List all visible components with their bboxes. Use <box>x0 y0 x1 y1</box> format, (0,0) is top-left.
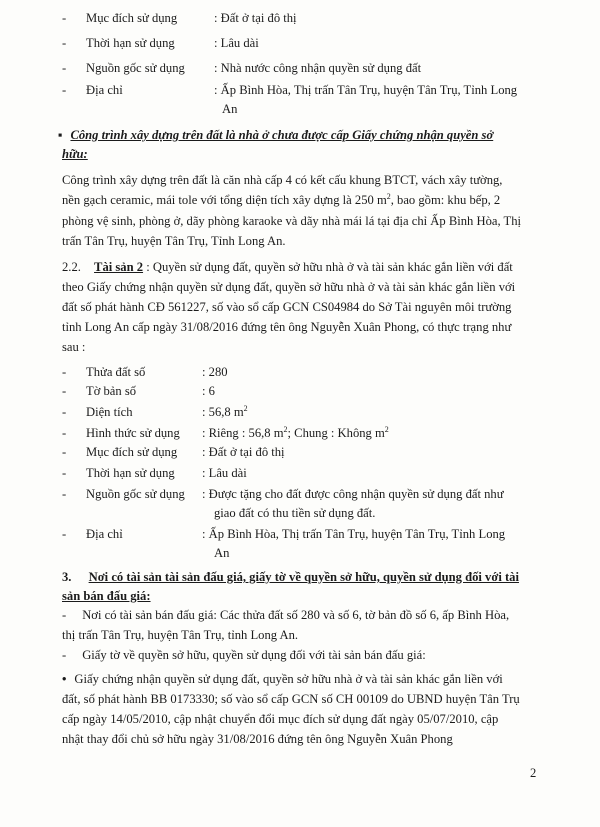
section-heading: ▪ Công trình xây dựng trên đất là nhà ở chưa được cấp Giấy chứng nhận quyền sở <box>58 128 494 142</box>
property-value: : Ấp Bình Hòa, Thị trấn Tân Trụ, huyện Tân Trụ, Tỉnh Long <box>214 83 518 97</box>
property-label: Mục đích sử dụng <box>86 11 178 25</box>
paragraph-line: nhật thay đổi chủ sở hữu ngày 31/08/2016 đứng tên ông Nguyễn Xuân Phong <box>62 732 453 746</box>
paragraph-line: sau : <box>62 340 86 354</box>
paragraph-line: phòng vệ sinh, phòng ở, dãy phòng karaoke và dãy nhà mái lá tại địa chỉ Ấp Bình Hòa, Thị <box>62 214 522 228</box>
paragraph-line: Công trình xây dựng trên đất là căn nhà cấp 4 có kết cấu khung BTCT, vách xây tường, <box>62 173 503 187</box>
paragraph-line: - Nơi có tài sản bán đấu giá: Các thửa đất số 280 và số 6, tờ bản đồ số 6, ấp Bình Hòa, <box>62 608 510 622</box>
paragraph-line: tỉnh Long An cấp ngày 31/08/2016 đứng tên ông Nguyễn Xuân Phong, có thực trạng như <box>62 320 512 334</box>
document-page: - Mục đích sử dụng : Đất ở tại đô thị - Thời hạn sử dụng : Lâu dài - Nguồn gốc sử dụng : Nhà nước công nhận quyền sử dụng đất - Địa chỉ : Ấp Bình Hòa, Thị trấn Tân Trụ, huyện Tân Trụ, Tỉnh Long An ▪ Công trình xây dựng trên đất là nhà ở chưa được cấp Giấy chứng nhận quyền sở hữu: Công trình xây dựng trên đất là căn nhà cấp 4 có kết cấu khung BTCT, vách xây tường, nền gạch ceramic, mái tole với tổng diện tích xây dựng là 250 $m^2$, bao gồm: khu bếp, 2 phòng vệ sinh, phòng ở, dãy phòng karaoke và dãy nhà mái lá tại địa chỉ Ấp Bình Hòa, Thị trấn Tân Trụ, huyện Tân Trụ, Tỉnh Long An. 2.2. Tài sản 2 : Quyền sử dụng đất, quyền sở hữu nhà ở và tài sản khác gắn liền với đất theo Giấy chứng nhận quyền sử dụng đất, quyền sở hữu nhà ở và tài sản khác gắn liền với đất số phát hành CĐ 561227, số vào sổ cấp GCN CS04984 do Sở Tài nguyên môi trường tỉnh Long An cấp ngày 31/08/2016 đứng tên ông Nguyễn Xuân Phong, có thực trạng như sau : - Thửa đất số : 280 - Tờ bản số : 6 - Diện tích : 56,8 $m^2$ - Hình thức sử dụng : Riêng : 56,8 $m^2$; Chung : Không $m^2$ - Mục đích sử dụng : Đất ở tại đô thị - Thời hạn sử dụng : Lâu dài - Nguồn gốc sử dụng : Được tặng cho đất được công nhận quyền sử dụng đất như giao đất có thu tiền sử dụng đất. - Địa chỉ : Ấp Bình Hòa, Thị trấn Tân Trụ, huyện Tân Trụ, Tỉnh Long An 3. Nơi có tài sản tài sản đấu giá, giấy tờ về quyền sở hữu, quyền sử dụng đối với tài sản bán đấu giá: - Nơi có tài sản bán đấu giá: Các thửa đất số 280 và số 6, tờ bản đồ số 6, ấp Bình Hòa, thị trấn Tân Trụ, huyện Tân Trụ, tỉnh Long An. - Giấy tờ về quyền sở hữu, quyền sử dụng đối với tài sản bán đấu giá: • Giấy chứng nhận quyền sử dụng đất, quyền sở hữu nhà ở và tài sản khác gắn liền với đất, số phát hành BB 0173330; số vào sổ cấp GCN số CH 00109 do UBND huyện Tân Trụ cấp ngày 14/05/2010, cập nhật chuyển đổi mục đích sử dụng đất ngày 05/07/2010, cập nhật thay đổi chủ sở hữu ngày 31/08/2016 đứng tên ông Nguyễn Xuân Phong 2 <box>0 0 600 827</box>
property-label: Nguồn gốc sử dụng <box>86 61 185 75</box>
property-label: Thời hạn sử dụng <box>86 36 175 50</box>
paragraph-line: cấp ngày 14/05/2010, cập nhật chuyển đổi mục đích sử dụng đất ngày 05/07/2010, cập <box>62 712 499 726</box>
section-heading-cont: hữu: <box>62 147 88 161</box>
paragraph-line: - Giấy tờ về quyền sở hữu, quyền sử dụng đối với tài sản bán đấu giá: <box>62 648 426 662</box>
paragraph-line: thị trấn Tân Trụ, huyện Tân Trụ, tỉnh Long An. <box>62 628 299 642</box>
paragraph-line: trấn Tân Trụ, huyện Tân Trụ, Tỉnh Long An. <box>62 234 286 248</box>
section-title: Tài sản 2 <box>94 260 144 274</box>
bullet-icon: ▪ <box>58 128 63 142</box>
property-value: : Lâu dài <box>214 36 259 50</box>
paragraph-line: đất, số phát hành BB 0173330; số vào sổ cấp GCN số CH 00109 do UBND huyện Tân Trụ <box>62 692 520 706</box>
property-value-cont: An <box>222 102 238 116</box>
property-value: : Nhà nước công nhận quyền sử dụng đất <box>214 61 422 75</box>
property-label: Địa chỉ <box>86 83 123 97</box>
property-value: : Đất ở tại đô thị <box>214 11 297 25</box>
section-2-2-line: 2.2. Tài sản 2 : Quyền sử dụng đất, quyền sở hữu nhà ở và tài sản khác gắn liền với đất <box>62 260 513 274</box>
section-number: 2.2. <box>62 260 81 274</box>
paragraph-line: đất số phát hành CĐ 561227, số vào sổ cấp GCN CS04984 do Sở Tài nguyên môi trường <box>62 300 512 314</box>
paragraph-line: nền gạch ceramic, mái tole với tổng diện tích xây dựng là 250 $m^2$, bao gồm: khu bếp, 2 <box>62 191 501 207</box>
section-3-heading-cont: sản bán đấu giá: <box>62 589 151 603</box>
bullet-icon: • <box>62 672 67 686</box>
section-3-heading: 3. Nơi có tài sản tài sản đấu giá, giấy tờ về quyền sở hữu, quyền sử dụng đối với tài <box>62 570 519 584</box>
paragraph-line: theo Giấy chứng nhận quyền sử dụng đất, quyền sở hữu nhà ở và tài sản khác gắn liền với <box>62 280 516 294</box>
paragraph-line: • Giấy chứng nhận quyền sử dụng đất, quyền sở hữu nhà ở và tài sản khác gắn liền với <box>62 672 503 686</box>
page-number: 2 <box>530 766 537 780</box>
